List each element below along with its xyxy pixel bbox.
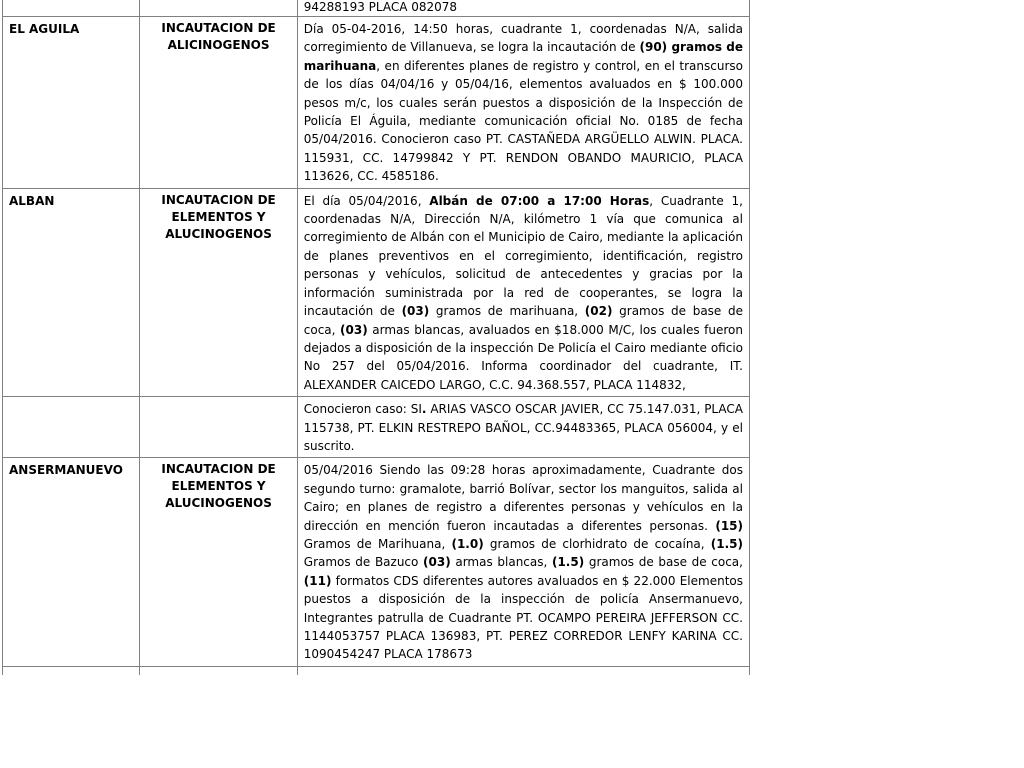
municipality-cell: ANSERMANUEVO <box>3 458 140 666</box>
description-text: formatos CDS diferentes autores avaluados en $ 22.000 Elementos puestos a disposición de la inspección de policía Ansermanuevo, Integrantes patrulla de Cuadrante PT. OCAMPO PEREIRA JEFFERSON CC. 1144053757 PLACA 136983, PT. PEREZ CORREDOR LENFY KARINA CC. 1090454247 PLACA 178673 <box>303 573 743 662</box>
description-cell <box>297 188 749 396</box>
description-emphasis: Albán de 07:00 a 17:00 Horas <box>429 193 650 208</box>
description-emphasis: (03) <box>340 322 368 337</box>
incident-type-cell: INCAUTACION DE ELEMENTOS Y ALUCINOGENOS <box>140 458 297 666</box>
description-text: armas blancas, avaluados en $18.000 M/C, los cuales fueron dejados a disposición de la inspección De Policía el Cairo mediante oficio No 257 del 05/04/2016. Informa coordinador del cuadrante, IT. ALEXANDER CAICEDO LARGO, C.C. 94.368.557, PLACA 114832, <box>303 322 743 392</box>
description-emphasis: (11) <box>303 573 332 588</box>
table-row <box>3 0 750 17</box>
empty-cell <box>140 666 297 675</box>
description-text: Gramos de Bazuco <box>303 555 424 570</box>
municipality-cell <box>3 397 140 458</box>
description-emphasis: (03) <box>423 555 451 570</box>
description-text: , Cuadrante 1, coordenadas N/A, Dirección N/A, kilómetro 1 vía que comunica al corregimiento de Albán con el Municipio de Cairo, mediante la aplicación de planes preventivos en el corregimiento, identificación, registro personas y vehículos, solicitud de antecedentes y gracias por la información suministrada por la red de cooperantes, se logra la incautación de <box>303 193 743 319</box>
description-text: , en diferentes planes de registro y control, en el transcurso de los días 04/04/16 y 05/04/16, elementos avaluados en $ 100.000 pesos m/c, los cuales serán puestos a disposición de la Inspección de Policía El Águila, mediante comunicación oficial No. 0185 de fecha 05/04/2016. Conocieron caso PT. CASTAÑEDA ARGÜELLO ALWIN. PLACA. 115931, CC. 14799842 Y PT. RENDON OBANDO MAURICIO, PLACA 113626, CC. 4585186. <box>303 58 743 184</box>
description-cell <box>297 0 749 17</box>
empty-cell <box>297 666 749 675</box>
description-text: armas blancas, <box>450 555 552 570</box>
description-text: gramos de base de coca, <box>303 304 743 337</box>
description-text: gramos de marihuana, <box>429 304 585 319</box>
table-row <box>3 458 750 666</box>
table-row <box>3 188 750 396</box>
description-text: 94288193 PLACA 082078 <box>303 0 458 14</box>
description-emphasis: (03) <box>401 304 430 319</box>
table-row <box>3 397 750 458</box>
incident-type-cell: INCAUTACION DE ALICINOGENOS <box>140 17 297 189</box>
description-text: 05/04/2016 Siendo las 09:28 horas aproximadamente, Cuadrante dos segundo turno: gramalote, barrió Bolívar, sector los manguitos, salida al Cairo; en planes de registro a diferentes personas y vehículos en la dirección en mención fueron incautadas a diferentes personas. <box>303 463 743 533</box>
description-emphasis: (90) gramos de marihuana <box>303 40 743 73</box>
description-emphasis: (15) <box>715 518 743 533</box>
description-emphasis: (02) <box>584 304 613 319</box>
description-text: gramos de base de coca, <box>584 555 743 570</box>
description-cell <box>297 17 749 189</box>
table-row-continuation <box>3 666 750 675</box>
description-cell <box>297 397 749 458</box>
municipality-cell <box>3 0 140 17</box>
table-row <box>3 17 750 189</box>
incident-type-cell: INCAUTACION DE ELEMENTOS Y ALUCINOGENOS <box>140 188 297 396</box>
municipality-cell: EL AGUILA <box>3 17 140 189</box>
incident-type-cell <box>140 0 297 17</box>
description-cell <box>297 458 749 666</box>
description-text: Conocieron caso: SI <box>303 402 422 417</box>
description-emphasis: . <box>421 402 427 417</box>
incident-report-table <box>2 0 750 675</box>
description-emphasis: (1.5) <box>551 555 585 570</box>
description-text: ARIAS VASCO OSCAR JAVIER, CC 75.147.031, PLACA 115738, PT. ELKIN RESTREPO BAÑOL, CC.94483365, PLACA 056004, y el suscrito. <box>303 402 743 453</box>
description-emphasis: (1.0) <box>451 536 484 551</box>
municipality-cell: ALBAN <box>3 188 140 396</box>
incident-type-cell <box>140 397 297 458</box>
empty-cell <box>3 666 140 675</box>
description-text: Gramos de Marihuana, <box>303 536 452 551</box>
description-emphasis: (1.5) <box>710 536 743 551</box>
description-text: Día 05-04-2016, 14:50 horas, cuadrante 1, coordenadas N/A, salida corregimiento de Villanueva, se logra la incautación de <box>303 22 743 55</box>
description-text: El día 05/04/2016, <box>303 193 430 208</box>
description-text: gramos de clorhidrato de cocaína, <box>483 536 711 551</box>
